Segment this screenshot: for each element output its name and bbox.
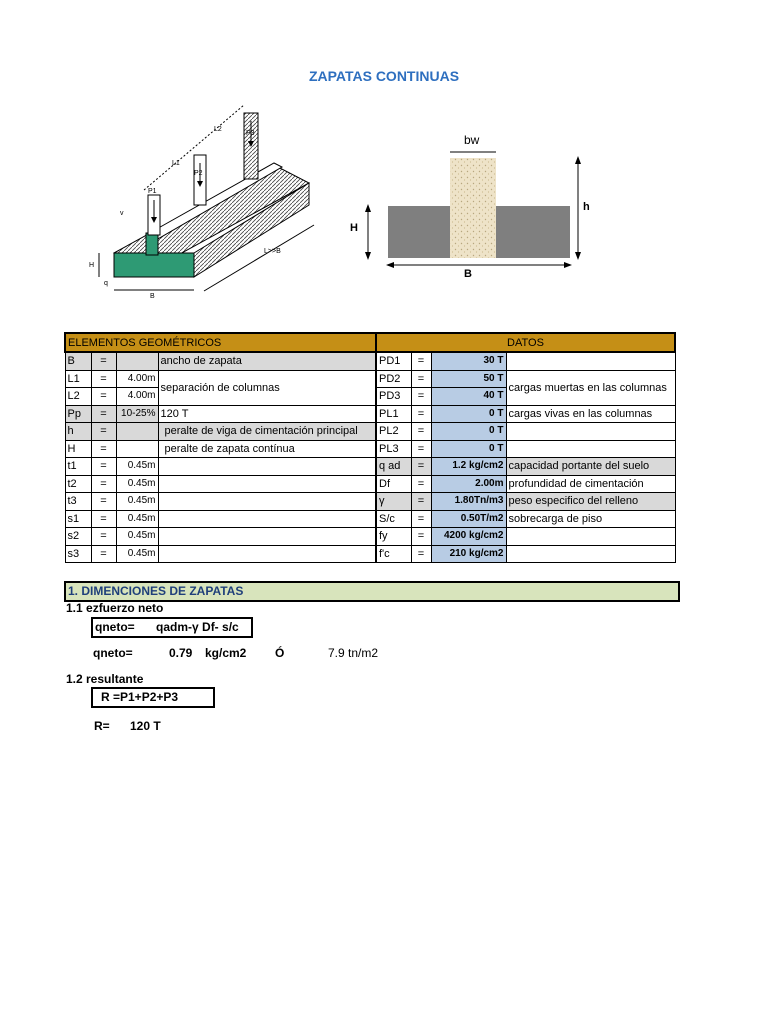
resultant-lhs: R= — [94, 719, 110, 733]
data-symbol: PL1 — [376, 405, 411, 423]
data-note — [506, 528, 675, 546]
table-row — [65, 405, 675, 423]
data-equals: = — [411, 475, 431, 493]
h-small-label: h — [583, 201, 590, 213]
data-value: 0 T — [431, 440, 506, 458]
table-row — [65, 510, 675, 528]
data-symbol: γ — [376, 493, 411, 511]
row-value: 0.45m — [116, 545, 158, 563]
data-note: sobrecarga de piso — [506, 510, 675, 528]
data-equals: = — [411, 352, 431, 370]
formula-qneto-box — [91, 617, 253, 638]
row-value: 0.45m — [116, 528, 158, 546]
row-symbol: L1 — [65, 370, 91, 388]
qneto-or: Ó — [275, 646, 285, 660]
row-equals: = — [91, 545, 116, 563]
data-value: 4200 kg/cm2 — [431, 528, 506, 546]
data-note: peso especifico del relleno — [506, 493, 675, 511]
data-note: profundidad de cimentación — [506, 475, 675, 493]
page-title: ZAPATAS CONTINUAS — [308, 68, 460, 84]
data-value: 40 T — [431, 388, 506, 406]
row-symbol: s3 — [65, 545, 91, 563]
table-row — [65, 528, 675, 546]
row-description — [158, 545, 376, 563]
row-value — [116, 440, 158, 458]
table-row — [65, 458, 675, 476]
row-description — [158, 493, 376, 511]
row-equals: = — [91, 510, 116, 528]
header-geometric-elements: ELEMENTOS GEOMÉTRICOS — [65, 333, 376, 352]
data-equals: = — [411, 528, 431, 546]
row-description — [158, 528, 376, 546]
data-symbol: PD1 — [376, 352, 411, 370]
row-symbol: Pp — [65, 405, 91, 423]
data-equals: = — [411, 405, 431, 423]
data-note — [506, 440, 675, 458]
b-label: B — [464, 268, 472, 280]
table-row — [65, 475, 675, 493]
row-description: separación de columnas — [158, 370, 376, 405]
row-value: 4.00m — [116, 388, 158, 406]
footing-isometric-figure — [84, 95, 324, 305]
row-description: 120 T — [158, 405, 376, 423]
data-note — [506, 423, 675, 441]
row-value: 10-25% — [116, 405, 158, 423]
header-data: DATOS — [376, 333, 675, 352]
qneto-result-unit: kg/cm2 — [205, 646, 247, 660]
data-symbol: PL3 — [376, 440, 411, 458]
row-value: 0.45m — [116, 475, 158, 493]
row-symbol: h — [65, 423, 91, 441]
l2-label: L2 — [214, 126, 222, 133]
row-symbol: t1 — [65, 458, 91, 476]
data-symbol: S/c — [376, 510, 411, 528]
data-symbol: PL2 — [376, 423, 411, 441]
l-gt-b-label: L>>B — [264, 248, 281, 255]
row-equals: = — [91, 388, 116, 406]
row-description — [158, 510, 376, 528]
data-symbol: f'c — [376, 545, 411, 563]
row-equals: = — [91, 423, 116, 441]
h-big-label: H — [350, 222, 358, 234]
row-value: 0.45m — [116, 493, 158, 511]
data-value: 0 T — [431, 405, 506, 423]
data-equals: = — [411, 423, 431, 441]
table-row — [65, 352, 675, 370]
data-symbol: Df — [376, 475, 411, 493]
qneto-result-value: 0.79 — [169, 646, 193, 660]
row-equals: = — [91, 405, 116, 423]
data-equals: = — [411, 510, 431, 528]
row-description: peralte de viga de cimentación principal — [158, 423, 376, 441]
data-equals: = — [411, 545, 431, 563]
formula-qneto-rhs: qadm-γ Df- s/c — [156, 620, 239, 634]
row-symbol: s2 — [65, 528, 91, 546]
row-value: 4.00m — [116, 370, 158, 388]
row-value: 0.45m — [116, 458, 158, 476]
p1-label: P1 — [148, 188, 157, 195]
data-note: cargas vivas en las columnas — [506, 405, 675, 423]
row-description — [158, 458, 376, 476]
data-value: 0 T — [431, 423, 506, 441]
p3-label: P3 — [246, 130, 255, 137]
section-heading-dimensions: 1. DIMENCIONES DE ZAPATAS — [64, 581, 680, 602]
data-equals: = — [411, 370, 431, 388]
table-row — [65, 493, 675, 511]
subheading-net-stress: 1.1 ezfuerzo neto — [66, 601, 164, 615]
row-symbol: t3 — [65, 493, 91, 511]
p2-label: P2 — [194, 170, 203, 177]
data-note — [506, 352, 675, 370]
data-symbol: PD3 — [376, 388, 411, 406]
table-row — [65, 545, 675, 563]
row-symbol: s1 — [65, 510, 91, 528]
resultant-value: 120 T — [130, 719, 161, 733]
h-label: H — [89, 262, 95, 269]
row-value: 0.45m — [116, 510, 158, 528]
row-description: peralte de zapata contínua — [158, 440, 376, 458]
data-note: cargas muertas en las columnas — [506, 370, 675, 405]
table-row — [65, 370, 675, 388]
geometry-data-table — [64, 332, 676, 563]
row-symbol: H — [65, 440, 91, 458]
data-value: 0.50T/m2 — [431, 510, 506, 528]
qneto-result-lhs: qneto= — [93, 646, 133, 660]
v-label: v — [120, 210, 124, 217]
data-symbol: PD2 — [376, 370, 411, 388]
data-equals: = — [411, 493, 431, 511]
row-value — [116, 423, 158, 441]
data-value: 30 T — [431, 352, 506, 370]
b-label: B — [150, 293, 155, 300]
row-equals: = — [91, 352, 116, 370]
data-equals: = — [411, 440, 431, 458]
qneto-alt-value: 7.9 tn/m2 — [328, 646, 379, 660]
bw-label: bw — [464, 133, 480, 147]
data-equals: = — [411, 388, 431, 406]
data-symbol: q ad — [376, 458, 411, 476]
formula-qneto-lhs: qneto= — [95, 620, 135, 634]
data-equals: = — [411, 458, 431, 476]
row-description — [158, 475, 376, 493]
row-equals: = — [91, 475, 116, 493]
table-row — [65, 440, 675, 458]
row-symbol: B — [65, 352, 91, 370]
data-value: 210 kg/cm2 — [431, 545, 506, 563]
subheading-resultant: 1.2 resultante — [66, 672, 144, 686]
row-symbol: L2 — [65, 388, 91, 406]
row-equals: = — [91, 370, 116, 388]
row-equals: = — [91, 458, 116, 476]
data-note: capacidad portante del suelo — [506, 458, 675, 476]
data-value: 1.80Tn/m3 — [431, 493, 506, 511]
data-value: 1.2 kg/cm2 — [431, 458, 506, 476]
row-symbol: t2 — [65, 475, 91, 493]
row-equals: = — [91, 528, 116, 546]
row-equals: = — [91, 440, 116, 458]
data-note — [506, 545, 675, 563]
l1-label: L1 — [172, 160, 180, 167]
footing-section-figure — [340, 128, 600, 288]
q-label: q — [104, 280, 108, 287]
row-description: ancho de zapata — [158, 352, 376, 370]
data-value: 50 T — [431, 370, 506, 388]
row-equals: = — [91, 493, 116, 511]
table-row — [65, 423, 675, 441]
data-value: 2.00m — [431, 475, 506, 493]
row-value — [116, 352, 158, 370]
data-symbol: fy — [376, 528, 411, 546]
formula-resultant-box: R =P1+P2+P3 — [91, 687, 215, 708]
